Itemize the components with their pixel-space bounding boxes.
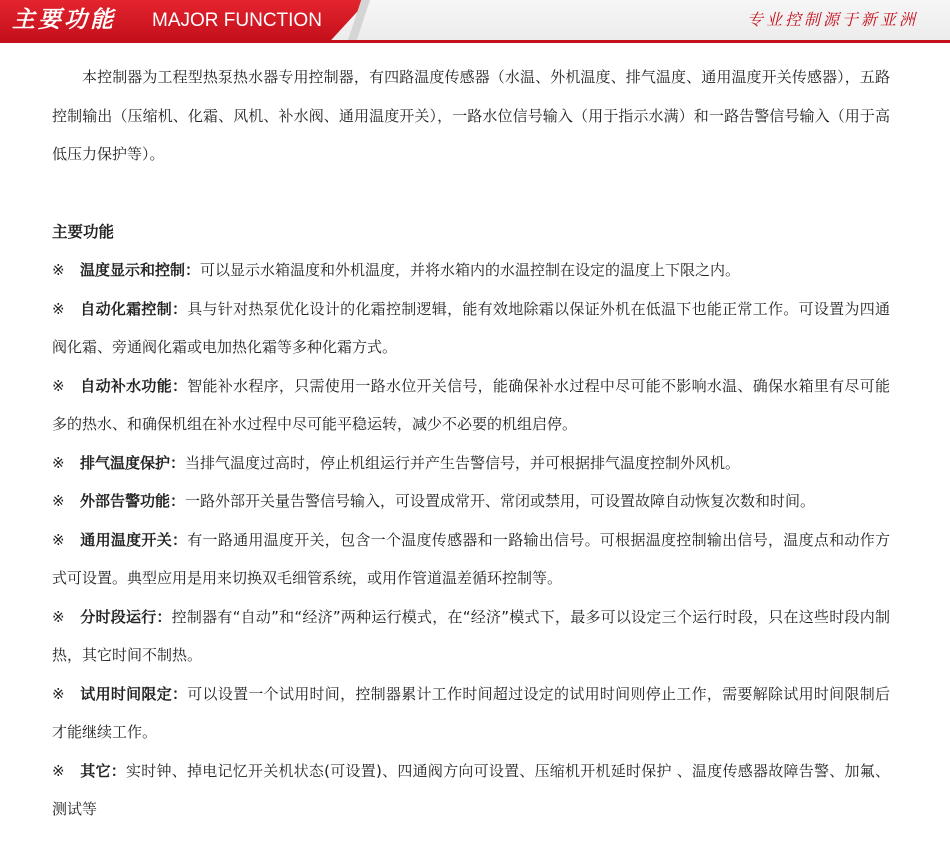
feature-mark: ※ bbox=[52, 299, 65, 318]
feature-desc: 具与针对热泵优化设计的化霜控制逻辑，能有效地除霜以保证外机在低温下也能正常工作。可设置为四通阀化霜、旁通阀化霜或电加热化霜等多种化霜方式。 bbox=[52, 299, 890, 356]
feature-item bbox=[52, 521, 890, 598]
feature-mark: ※ bbox=[52, 607, 65, 626]
feature-title: 通用温度开关： bbox=[80, 530, 188, 549]
header-title-cn: 主要功能 bbox=[12, 6, 116, 33]
feature-mark: ※ bbox=[52, 530, 65, 549]
feature-item bbox=[52, 482, 890, 521]
feature-mark: ※ bbox=[52, 261, 65, 279]
feature-desc: 控制器有“自动”和“经济”两种运行模式，在“经济”模式下，最多可以设定三个运行时段，只在这些时段内制热，其它时间不制热。 bbox=[52, 607, 890, 664]
feature-mark: ※ bbox=[52, 761, 65, 780]
feature-mark: ※ bbox=[52, 453, 65, 472]
section-header bbox=[0, 0, 950, 44]
feature-title: 自动化霜控制： bbox=[80, 299, 188, 318]
section-title: 主要功能 bbox=[52, 222, 115, 241]
feature-item bbox=[52, 290, 890, 367]
feature-mark: ※ bbox=[52, 684, 65, 703]
feature-mark: ※ bbox=[52, 376, 65, 395]
feature-item bbox=[52, 367, 890, 444]
main-content bbox=[52, 58, 890, 829]
feature-item bbox=[52, 675, 890, 752]
feature-title: 自动补水功能： bbox=[80, 376, 188, 395]
intro-paragraph: 本控制器为工程型热泵热水器专用控制器，有四路温度传感器（水温、外机温度、排气温度、通用温度开关传感器），五路控制输出（压缩机、化霜、风机、补水阀、通用温度开关），一路水位信号输入（用于指示水满）和一路告警信号输入（用于高低压力保护等）。 bbox=[52, 68, 890, 163]
feature-desc: 实时钟、掉电记忆开关机状态(可设置)、四通阀方向可设置、压缩机开机延时保护 、温度传感器故障告警、加氟、测试等 bbox=[52, 761, 890, 818]
feature-title: 温度显示和控制： bbox=[80, 261, 201, 279]
feature-desc: 当排气温度过高时，停止机组运行并产生告警信号，并可根据排气温度控制外风机。 bbox=[185, 453, 741, 472]
feature-item bbox=[52, 752, 890, 829]
feature-desc: 可以设置一个试用时间，控制器累计工作时间超过设定的试用时间则停止工作，需要解除试用时间限制后才能继续工作。 bbox=[52, 684, 890, 741]
feature-list bbox=[52, 251, 890, 829]
feature-title: 试用时间限定： bbox=[80, 684, 188, 703]
feature-title: 其它： bbox=[80, 761, 126, 780]
feature-desc: 一路外部开关量告警信号输入，可设置成常开、常闭或禁用，可设置故障自动恢复次数和时间。 bbox=[185, 492, 816, 510]
feature-item bbox=[52, 598, 890, 675]
feature-title: 排气温度保护： bbox=[80, 453, 186, 472]
feature-item bbox=[52, 251, 890, 290]
feature-mark: ※ bbox=[52, 492, 65, 510]
feature-title: 外部告警功能： bbox=[80, 492, 186, 510]
header-title-en: MAJOR FUNCTION bbox=[152, 10, 322, 31]
feature-desc: 有一路通用温度开关，包含一个温度传感器和一路输出信号。可根据温度控制输出信号，温度点和动作方式可设置。典型应用是用来切换双毛细管系统，或用作管道温差循环控制等。 bbox=[52, 530, 890, 587]
feature-item bbox=[52, 444, 890, 483]
header-slogan: 专业控制源于新亚洲 bbox=[746, 10, 918, 29]
feature-desc: 智能补水程序，只需使用一路水位开关信号，能确保补水过程中尽可能不影响水温、确保水箱里有尽可能多的热水、和确保机组在补水过程中尽可能平稳运转，减少不必要的机组启停。 bbox=[52, 376, 890, 433]
feature-desc: 可以显示水箱温度和外机温度，并将水箱内的水温控制在设定的温度上下限之内。 bbox=[200, 261, 741, 279]
feature-title: 分时段运行： bbox=[80, 607, 172, 626]
